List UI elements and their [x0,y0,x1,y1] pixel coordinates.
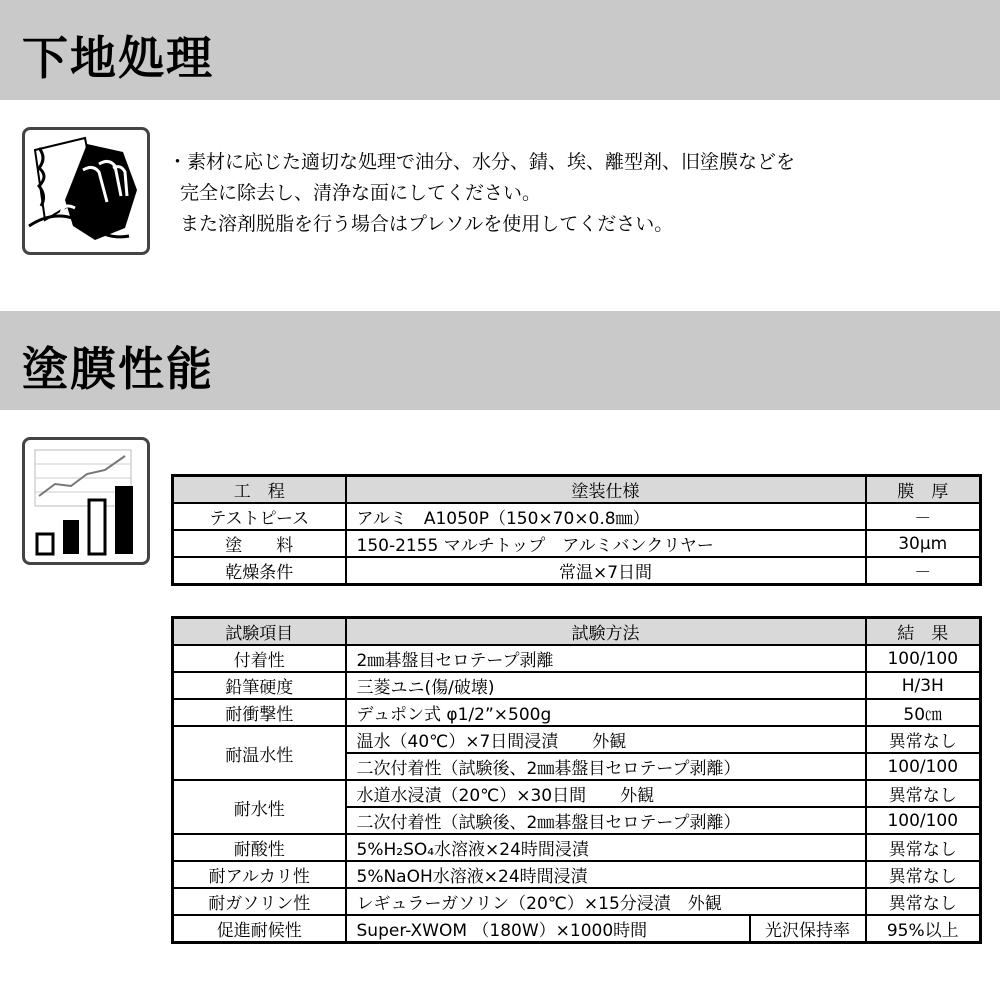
row-method: 三菱ユニ(傷/破壊) [346,672,866,699]
table-row [173,530,981,557]
row-item: 促進耐候性 [173,915,346,943]
section-title: 塗膜性能 [22,342,214,396]
row-result: 異常なし [866,861,981,888]
instruction-line-1: ・素材に応じた適切な処理で油分、水分、錆、埃、離型剤、旧塗膜などを [168,151,796,173]
row-item: 耐温水性 [173,726,346,780]
table-row [173,861,981,888]
row-result: 異常なし [866,888,981,915]
table-row [173,780,981,807]
row-result-secondary: 100/100 [866,753,981,780]
row-item: 乾燥条件 [173,557,346,585]
row-method: レギュラーガソリン（20℃）×15分浸漬 外観 [346,888,866,915]
section-title: 下地処理 [22,31,214,85]
row-result: H/3H [866,672,981,699]
header-process: 工 程 [173,476,346,504]
row-item: 耐衝撃性 [173,699,346,726]
row-method: 5%H₂SO₄水溶液×24時間浸漬 [346,834,866,861]
table-row [173,699,981,726]
row-item: 耐アルカリ性 [173,861,346,888]
table-row [173,645,981,672]
table-row [173,672,981,699]
row-thickness: － [866,503,981,530]
row-result: 異常なし [866,834,981,861]
header-thickness: 膜 厚 [866,476,981,504]
row-method: 5%NaOH水溶液×24時間浸漬 [346,861,866,888]
bar-chart-icon [22,437,150,565]
row-method: 2㎜碁盤目セロテープ剥離 [346,645,866,672]
header-test-item: 試験項目 [173,618,346,646]
instruction-line-3: また溶剤脱脂を行う場合はプレソルを使用してください。 [180,213,674,235]
row-result: 異常なし [866,726,981,753]
row-result: 100/100 [866,645,981,672]
row-thickness: － [866,557,981,585]
table-header-row [173,618,981,646]
table-row [173,726,981,753]
row-item: 耐水性 [173,780,346,834]
surface-prep-instructions [168,147,795,240]
row-item: 塗 料 [173,530,346,557]
header-test-method: 試験方法 [346,618,866,646]
table-row [173,888,981,915]
row-item: 耐ガソリン性 [173,888,346,915]
row-item: 付着性 [173,645,346,672]
row-result: 50㎝ [866,699,981,726]
row-spec: 常温×7日間 [346,557,866,585]
hand-wiping-icon [22,127,150,255]
header-spec: 塗装仕様 [346,476,866,504]
row-thickness: 30μm [866,530,981,557]
row-result: 異常なし [866,780,981,807]
row-item: 耐酸性 [173,834,346,861]
row-sub-label: 光沢保持率 [750,915,866,943]
row-method: Super-XWOM （180W）×1000時間 [346,915,750,943]
header-result: 結 果 [866,618,981,646]
table-row [173,834,981,861]
section-header-surface-prep [0,0,1000,100]
table-row [173,915,981,943]
table-header-row [173,476,981,504]
row-item: テストピース [173,503,346,530]
row-result: 95%以上 [866,915,981,943]
instruction-line-2: 完全に除去し、清浄な面にしてください。 [180,182,542,204]
table-row [173,503,981,530]
row-method-secondary: 二次付着性（試験後、2㎜碁盤目セロテープ剥離） [346,753,866,780]
test-results-table [171,616,982,944]
row-item: 鉛筆硬度 [173,672,346,699]
row-result-secondary: 100/100 [866,807,981,834]
section-header-performance [0,311,1000,410]
row-method: デュポン式 φ1/2”×500g [346,699,866,726]
row-method: 温水（40℃）×7日間浸漬 外観 [346,726,866,753]
row-spec: 150-2155 マルチトップ アルミバンクリヤー [346,530,866,557]
coating-spec-table [171,474,982,586]
row-method: 水道水浸漬（20℃）×30日間 外観 [346,780,866,807]
row-spec: アルミ A1050P（150×70×0.8㎜） [346,503,866,530]
table-row [173,557,981,585]
row-method-secondary: 二次付着性（試験後、2㎜碁盤目セロテープ剥離） [346,807,866,834]
